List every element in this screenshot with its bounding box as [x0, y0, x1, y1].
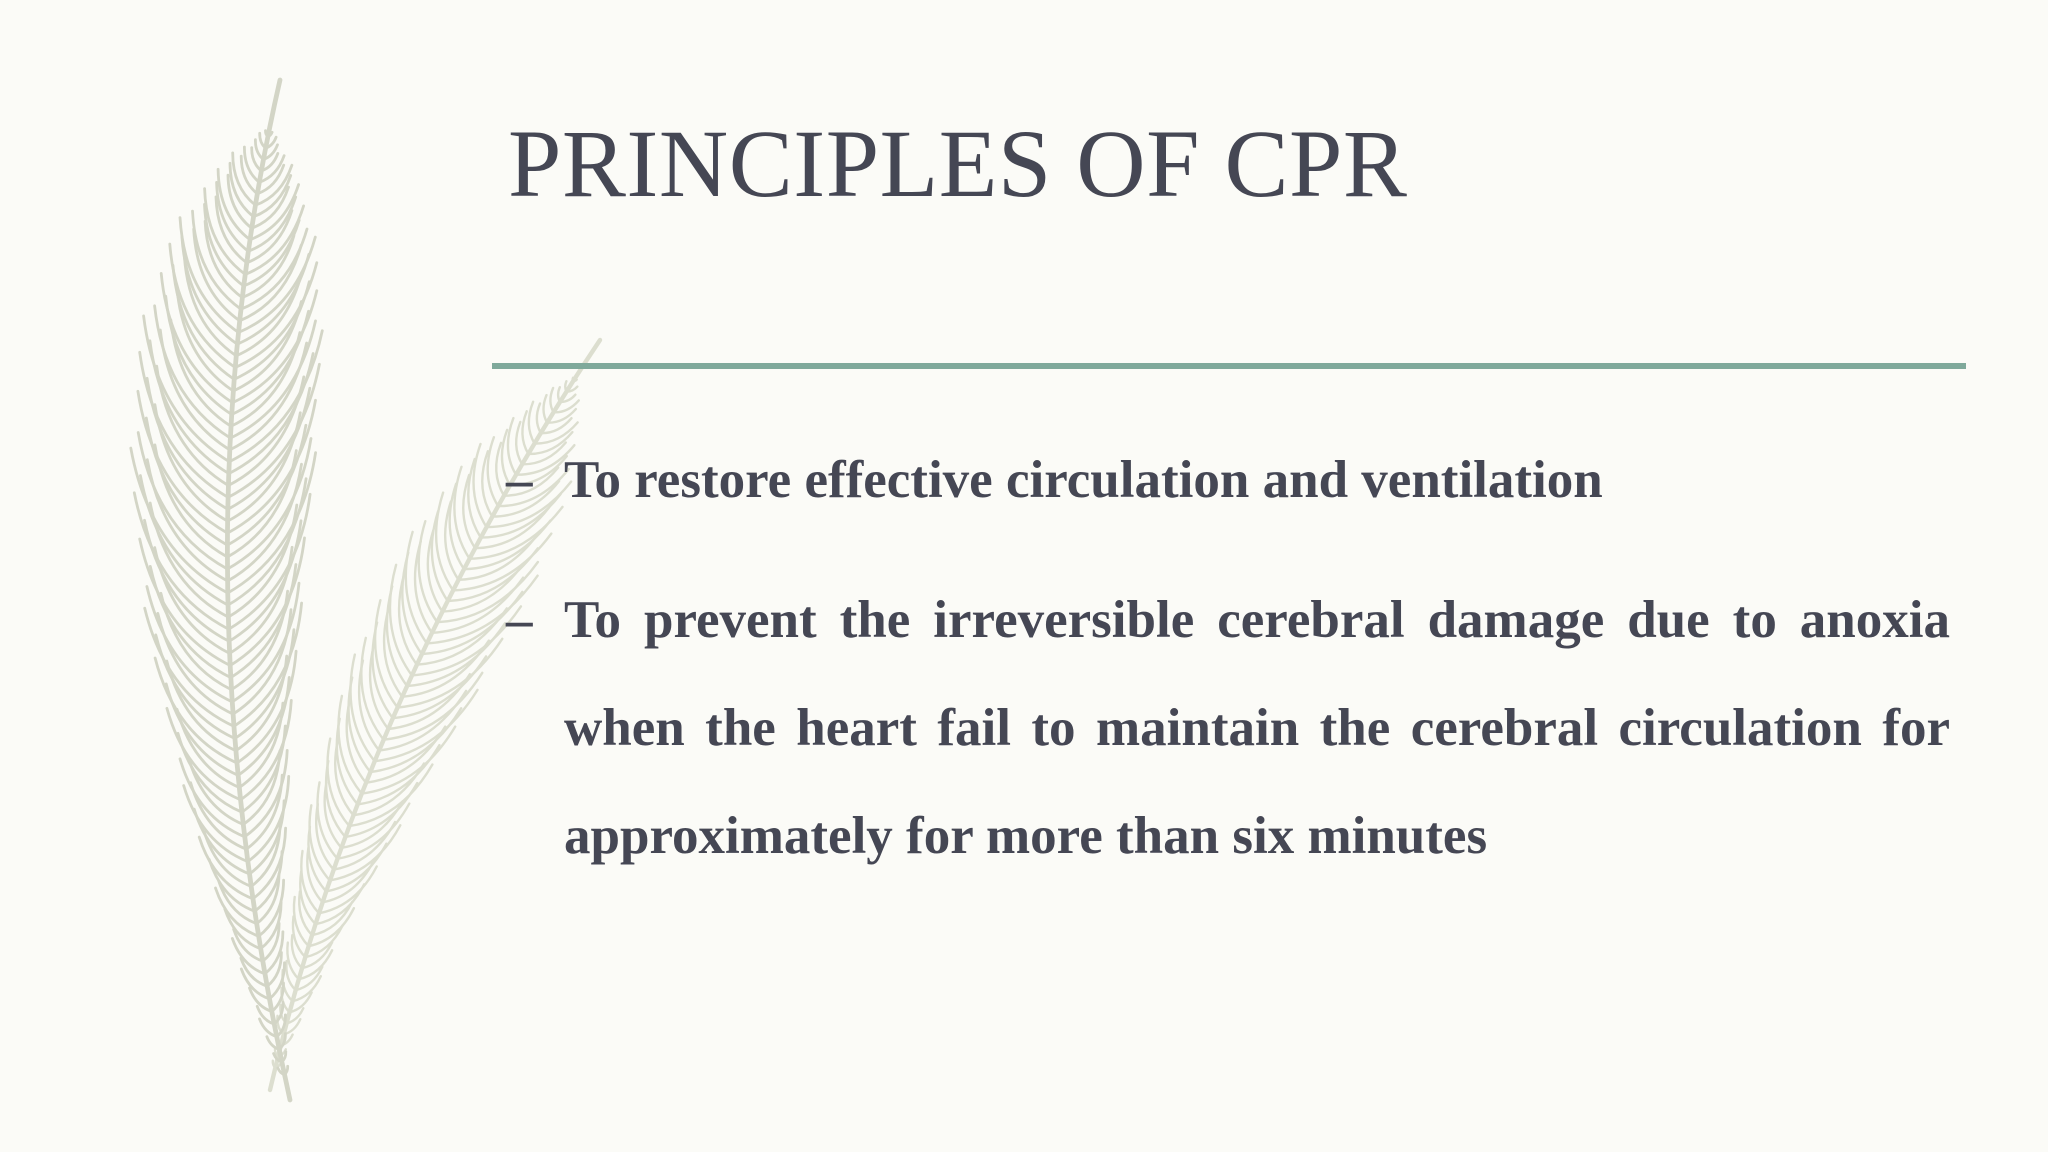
- feather-front: [131, 80, 322, 1100]
- bullet-item: [506, 440, 1950, 520]
- bullet-list: [506, 440, 1950, 890]
- bullet-item: [506, 566, 1950, 890]
- slide-title: PRINCIPLES OF CPR: [508, 110, 1408, 217]
- title-divider: [492, 363, 1966, 369]
- bullet-dash: –: [506, 451, 533, 509]
- bullet-dash: –: [506, 591, 533, 649]
- bullet-text: To prevent the irreversible cerebral damage due to anoxia when the heart fail to maintain the cerebral circulation for approximately for more than six minutes: [564, 591, 1950, 865]
- bullet-text: To restore effective circulation and ventilation: [564, 451, 1603, 509]
